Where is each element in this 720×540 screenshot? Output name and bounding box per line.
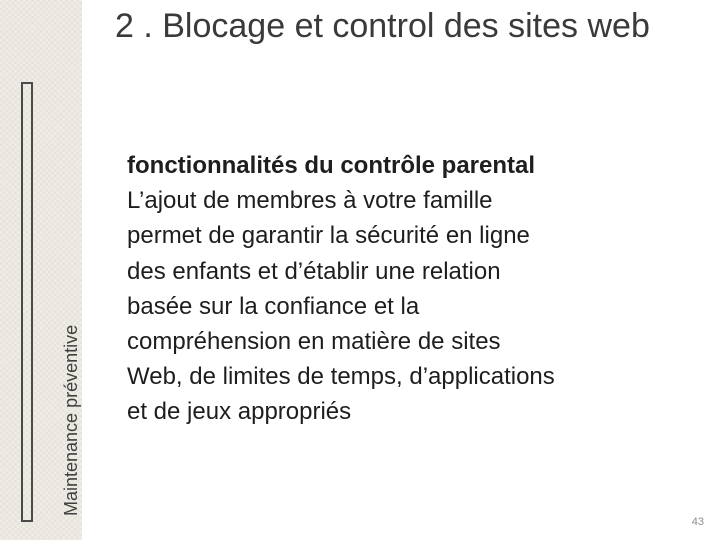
body-line: Web, de limites de temps, d’applications <box>127 363 555 391</box>
slide-number: 43 <box>691 516 704 528</box>
body-line: L’ajout de membres à votre famille <box>127 187 493 215</box>
body-heading: fonctionnalités du contrôle parental <box>127 152 536 179</box>
slide-body <box>127 148 707 430</box>
body-line: des enfants et d’établir une relation <box>127 257 501 285</box>
slide-title: 2 . Blocage et control des sites web <box>115 7 650 45</box>
body-line: et de jeux appropriés <box>127 398 352 426</box>
sidebar <box>0 0 82 540</box>
sidebar-frame <box>21 82 33 522</box>
body-line: basée sur la confiance et la <box>127 292 420 320</box>
body-line: compréhension en matière de sites <box>127 328 501 356</box>
sidebar-label: Maintenance préventive <box>61 324 81 516</box>
body-line: permet de garantir la sécurité en ligne <box>127 222 530 250</box>
